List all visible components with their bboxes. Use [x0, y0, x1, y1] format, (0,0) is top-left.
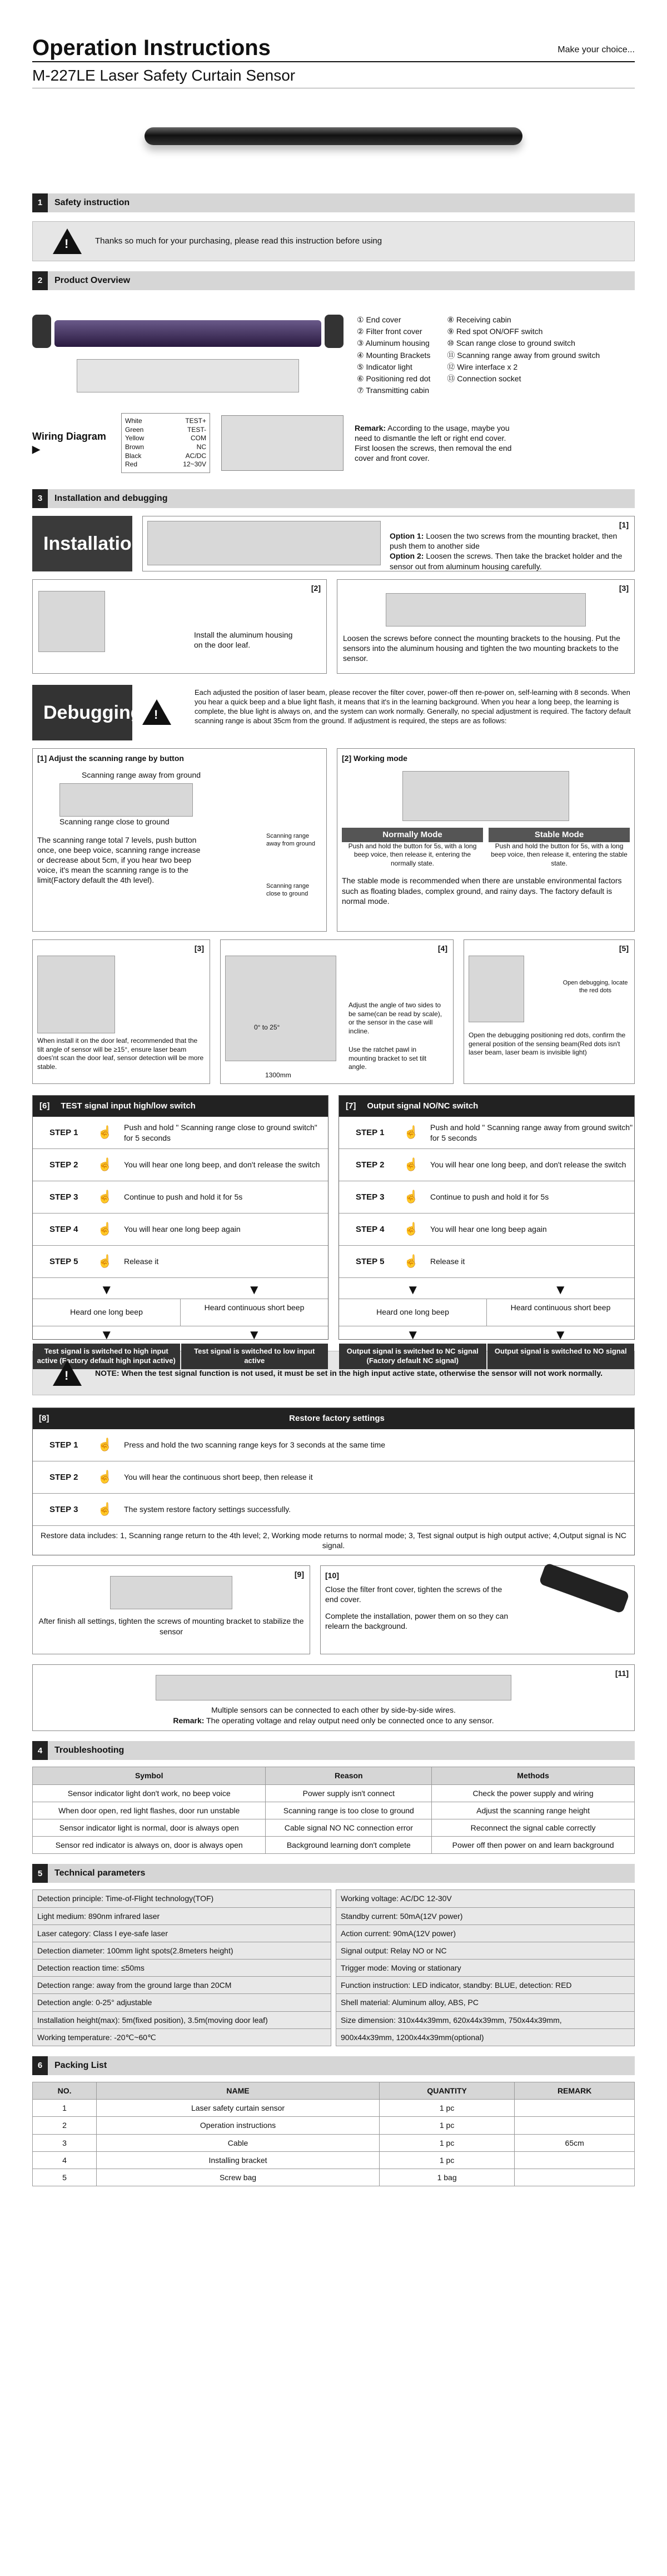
table-row: When door open, red light flashes, door run unstable Scanning range is too close to ground Adjust the scanning range height — [33, 1802, 635, 1819]
installation-banner: Installation Option 1: Loosen the two screws from the mounting bracket, then push them to another side Option 2: Loosen the screws. Then take the bracket holder and the sensor out from aluminum housing carefully. [1] — [32, 516, 635, 571]
hero-product — [32, 89, 635, 183]
step-row: STEP 1 ☝ Push and hold " Scanning range close to ground switch" for 5 seconds — [33, 1117, 328, 1149]
part-item: ① End cover — [357, 315, 401, 324]
hand-icon: ☝ — [404, 1190, 419, 1204]
factory-reset-panel: [8] Restore factory settings STEP 1 ☝ Press and hold the two scanning range keys for 3 seconds at the same time STEP 2 ☝ You will hear the continuous short beep, then release it STEP 3 ☝ The system restore factory settings successfully. Restore data includes: 1, Scanning range return to the 4th level; 2, Working mode returns to normal mode; 3, Test signal output is high output active; 4,Output signal is NC signal. — [32, 1408, 635, 1555]
step-row: STEP 4 ☝ You will hear one long beep again — [339, 1214, 634, 1246]
table-row: 5 Screw bag 1 bag — [33, 2169, 635, 2186]
hand-icon: ☝ — [97, 1502, 113, 1516]
table-header: Symbol — [33, 1767, 266, 1784]
part-item: ③ Aluminum housing — [357, 339, 430, 348]
param-row: Working temperature: -20℃~60℃ — [33, 2028, 331, 2046]
warning-icon: ! — [53, 1360, 82, 1386]
safety-text: Thanks so much for your purchasing, please read this instruction before using — [95, 236, 382, 246]
part-item: ⑬ Connection socket — [447, 374, 521, 383]
sensor-bar-image — [145, 127, 522, 145]
part-list-right — [447, 315, 600, 404]
warning-icon: ! — [142, 699, 171, 725]
step-row: STEP 2 ☝ You will hear the continuous short beep, then release it — [33, 1461, 634, 1494]
part-item: ⑫ Wire interface x 2 — [447, 362, 518, 371]
debugging-banner: Debugging ! Each adjusted the position of laser beam, please recover the filter cover, power-off then re-power on, self-learning with 8 seconds. When you hear a quick beep and a blue light flash, it means that it's in the learning background. When you hear a long beep, the learning is complete, the blue light is always on, and the system can work normally. Generally, no special adjustment is required. The factory default scanning range is about 35cm from the ground. If adjustment is required, the steps are as follows: — [32, 685, 635, 740]
safety-box — [32, 221, 635, 261]
header — [32, 0, 635, 89]
param-row: Detection principle: Time-of-Flight technology(TOF) — [33, 1890, 331, 1907]
hand-icon: ☝ — [97, 1125, 113, 1140]
debugging-label: Debugging — [32, 685, 132, 740]
debug-panel-3: [3] When install it on the door leaf, recommended that the tilt angle of sensor will be ≥15°, ensure laser beam does'nt scan the door leaf, sensor detection will be more stable. — [32, 939, 210, 1084]
step-row: STEP 2 ☝ You will hear one long beep, and don't release the switch — [339, 1149, 634, 1181]
part-item: ② Filter front cover — [357, 327, 422, 336]
table-row: Sensor red indicator is always on, door is always open Background learning don't complete Power off then power on and learn background — [33, 1837, 635, 1854]
table-header: NO. — [33, 2082, 97, 2100]
final-step-9: [9] After finish all settings, tighten the screws of mounting bracket to stabilize the sensor — [32, 1565, 310, 1654]
wire-row: Black AC/DC — [125, 451, 206, 460]
step-row: STEP 3 ☝ The system restore factory settings successfully. — [33, 1494, 634, 1526]
hand-icon: ☝ — [404, 1222, 419, 1236]
hand-icon: ☝ — [404, 1125, 419, 1140]
param-row: Action current: 90mA(12V power) — [336, 1924, 635, 1942]
overview-diagram — [32, 298, 344, 404]
hand-icon: ☝ — [97, 1254, 113, 1269]
hand-icon: ☝ — [97, 1222, 113, 1236]
hand-icon: ☝ — [404, 1254, 419, 1269]
part-item: ⑥ Positioning red dot — [357, 374, 431, 383]
table-row: 2 Operation instructions 1 pc — [33, 2117, 635, 2134]
wiring-remark: Remark: According to the usage, maybe you need to dismantle the left or right end cover. First loosen the screws, then removal the end cover and front cover. — [355, 423, 512, 463]
part-list-left — [357, 315, 430, 404]
table-row: 4 Installing bracket 1 pc — [33, 2151, 635, 2169]
param-row: Installation height(max): 5m(fixed position), 3.5m(moving door leaf) — [33, 2011, 331, 2028]
param-row: Detection diameter: 100mm light spots(2.8meters height) — [33, 1942, 331, 1959]
hand-icon: ☝ — [97, 1438, 113, 1452]
part-item: ⑧ Receiving cabin — [447, 315, 511, 324]
param-row: Light medium: 890nm infrared laser — [33, 1907, 331, 1924]
step-row: STEP 4 ☝ You will hear one long beep again — [33, 1214, 328, 1246]
param-row: Standby current: 50mA(12V power) — [336, 1907, 635, 1924]
section-header: 3 Installation and debugging — [32, 489, 635, 508]
table-header: NAME — [97, 2082, 380, 2100]
section-header: 6 Packing List — [32, 2056, 635, 2075]
hand-icon: ☝ — [97, 1157, 113, 1172]
installation-label: Installation — [32, 516, 132, 571]
tech-params — [32, 1889, 635, 2046]
param-row: Signal output: Relay NO or NC — [336, 1942, 635, 1959]
packing-table — [32, 2082, 635, 2186]
note-box: ! NOTE: When the test signal function is not used, it must be set in the high input active state, otherwise the sensor will not work normally. — [32, 1351, 635, 1395]
wire-row: Yellow COM — [125, 434, 206, 442]
section-header: 2 Product Overview — [32, 271, 635, 290]
section-header: 1 Safety instruction — [32, 193, 635, 212]
part-item: ⑤ Indicator light — [357, 362, 412, 371]
step-row: STEP 5 ☝ Release it — [33, 1246, 328, 1278]
part-item: ⑨ Red spot ON/OFF switch — [447, 327, 543, 336]
part-item: ⑪ Scanning range away from ground switch — [447, 350, 600, 360]
install-step-3: [3] Loosen the screws before connect the mounting brackets to the housing. Put the sensors into the aluminum housing and tighten the two mounting brackets to the sensor. — [337, 579, 635, 674]
param-row: Trigger mode: Moving or stationary — [336, 1960, 635, 1977]
part-item: ⑦ Transmitting cabin — [357, 386, 430, 395]
hand-icon: ☝ — [97, 1190, 113, 1204]
hand-icon: ☝ — [404, 1157, 419, 1172]
step-row: STEP 5 ☝ Release it — [339, 1246, 634, 1278]
section-header: 5 Technical parameters — [32, 1864, 635, 1883]
table-row: Sensor indicator light don't work, no beep voice Power supply isn't connect Check the power supply and wiring — [33, 1784, 635, 1802]
step-row: STEP 1 ☝ Push and hold " Scanning range away from ground switch" for 5 seconds — [339, 1117, 634, 1149]
debug-panel-1: [1] Adjust the scanning range by button Scanning range away from ground Scanning range close to ground The scanning range total 7 levels, push button once, one beep voice, scanning range increase or decrease about 5cm, if you hear two beep voice, it's mean the scanning range is to the limit(Factory default the 4th level). Scanning range away from ground Scanning range close to ground — [32, 748, 327, 932]
table-header: QUANTITY — [379, 2082, 514, 2100]
debug-panel-2: [2] Working mode Normally Mode Push and hold the button for 5s, with a long beep voice, then release it, entering the normally state. Stable Mode Push and hold the button for 5s, with a long beep voice, then release it, entering the stable state. The stable mode is recommended when there are unstable environmental factors such as floating blades, complex ground, and rainy days. The factory default is normal mode. — [337, 748, 635, 932]
model-title: M-227LE Laser Safety Curtain Sensor — [32, 67, 296, 84]
table-header: REMARK — [515, 2082, 635, 2100]
slogan: Make your choice... — [558, 45, 635, 54]
wire-row: Brown NC — [125, 443, 206, 451]
part-item: ④ Mounting Brackets — [357, 350, 431, 360]
param-row: Detection range: away from the ground large than 20CM — [33, 1977, 331, 1994]
param-row: Size dimension: 310x44x39mm, 620x44x39mm, 750x44x39mm, — [336, 2011, 635, 2028]
troubleshooting-table — [32, 1767, 635, 1854]
section-header: 4 Troubleshooting — [32, 1741, 635, 1760]
step-row: STEP 2 ☝ You will hear one long beep, and don't release the switch — [33, 1149, 328, 1181]
install-step-2: [2] Install the aluminum housing on the door leaf. — [32, 579, 327, 674]
param-row: Laser category: Class I eye-safe laser — [33, 1924, 331, 1942]
table-row: 1 Laser safety curtain sensor 1 pc — [33, 2100, 635, 2117]
final-step-11: [11] Multiple sensors can be connected to each other by side-by-side wires. Remark: The operating voltage and relay output need only be connected once to any sensor. — [32, 1664, 635, 1731]
param-row: 900x44x39mm, 1200x44x39mm(optional) — [336, 2028, 635, 2046]
debug-panel-5: [5] Open debugging, locate the red dots Open the debugging positioning red dots, confirm the general position of the sensing beam(Red dots isn't laser beam, laser beam is invisible light) — [464, 939, 635, 1084]
step-row: STEP 3 ☝ Continue to push and hold it for 5s — [33, 1181, 328, 1214]
table-row: 3 Cable 1 pc 65cm — [33, 2134, 635, 2151]
page-title: Operation Instructions — [32, 36, 271, 60]
table-row: Sensor indicator light is normal, door is always open Cable signal NO NC connection error Reconnect the signal cable correctly — [33, 1819, 635, 1836]
param-row: Working voltage: AC/DC 12-30V — [336, 1890, 635, 1907]
param-row: Function instruction: LED indicator, standby: BLUE, detection: RED — [336, 1977, 635, 1994]
wire-row: Green TEST- — [125, 425, 206, 434]
output-signal-panel: [7] Output signal NO/NC switch STEP 1 ☝ Push and hold " Scanning range away from ground switch" for 5 seconds STEP 2 ☝ You will hear one long beep, and don't release the switch STEP 3 ☝ Continue to push and hold it for 5s STEP 4 ☝ You will hear one long beep again STEP 5 ☝ Release it ▼ ▼ Heard one long beep Heard continuous short beep ▼ ▼ Output signal is switched to NC signal (Factory default NC signal) Output signal is switched to NO signal — [339, 1095, 635, 1340]
debug-panel-4: [4] 0° to 25° 1300mm Adjust the angle of two sides to be same(can be read by scale), or the sensor in the case will incline. Use the ratchet pawl in mounting bracket to set tilt angle. — [220, 939, 454, 1084]
test-signal-panel: [6] TEST signal input high/low switch STEP 1 ☝ Push and hold " Scanning range close to ground switch" for 5 seconds STEP 2 ☝ You will hear one long beep, and don't release the switch STEP 3 ☝ Continue to push and hold it for 5s STEP 4 ☝ You will hear one long beep again STEP 5 ☝ Release it ▼ ▼ Heard one long beep Heard continuous short beep ▼ ▼ Test signal is switched to high input active (Factory default high input active) Test signal is switched to low input active — [32, 1095, 328, 1340]
board-image — [221, 415, 344, 471]
wiring-diagram — [32, 407, 635, 479]
wire-row: White TEST+ — [125, 417, 206, 425]
hand-icon: ☝ — [97, 1470, 113, 1484]
part-item: ⑩ Scan range close to ground switch — [447, 339, 575, 348]
table-header: Methods — [432, 1767, 635, 1784]
wiring-label: Wiring Diagram ▶ — [32, 430, 106, 455]
product-overview — [32, 298, 635, 404]
param-row: Detection reaction time: ≤50ms — [33, 1960, 331, 1977]
warning-icon: ! — [53, 228, 82, 254]
step-row: STEP 3 ☝ Continue to push and hold it for 5s — [339, 1181, 634, 1214]
param-row: Detection angle: 0-25° adjustable — [33, 1994, 331, 2011]
wire-row: Red 12~30V — [125, 460, 206, 469]
final-step-10: [10] Close the filter front cover, tighten the screws of the end cover. Complete the installation, power them on so they can relearn the background. — [320, 1565, 635, 1654]
step-row: STEP 1 ☝ Press and hold the two scanning range keys for 3 seconds at the same time — [33, 1429, 634, 1461]
wire-table — [121, 413, 210, 473]
param-row: Shell material: Aluminum alloy, ABS, PC — [336, 1994, 635, 2011]
table-header: Reason — [266, 1767, 432, 1784]
